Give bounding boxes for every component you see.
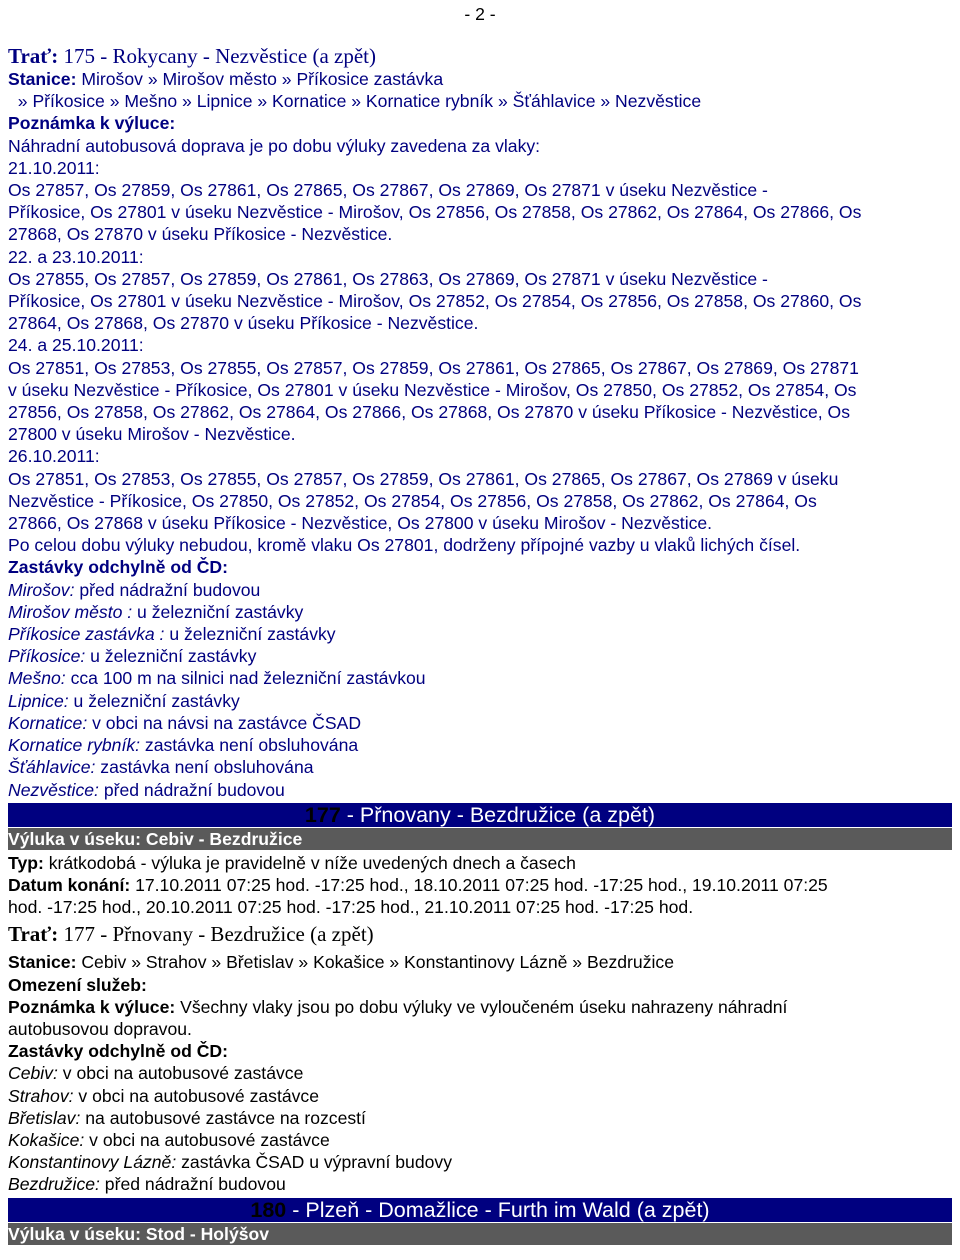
stop-175-6: Kornatice: v obci na návsi na zastávce ČSAD	[8, 712, 362, 733]
poznamka-177-l2: autobusovou dopravou.	[8, 1018, 192, 1039]
stop-177-4: Konstantinovy Lázně: zastávka ČSAD u výpravní budovy	[8, 1152, 452, 1173]
stop-175-1: Mirošov město : u železniční zastávky	[8, 601, 304, 622]
text-26-l2: Nezvěstice - Příkosice, Os 27850, Os 27852, Os 27854, Os 27856, Os 27858, Os 27862, Os 27864, Os	[8, 490, 817, 511]
text-24-25-l4: 27800 v úseku Mirošov - Nezvěstice.	[8, 424, 296, 445]
trat-175-heading	[8, 44, 952, 68]
stop-177-3: Kokašice: v obci na autobusové zastávce	[8, 1129, 330, 1150]
stanice-177: Stanice: Cebiv » Strahov » Břetislav » Kokašice » Konstantinovy Lázně » Bezdružice	[8, 952, 674, 973]
omezeni-177-label: Omezení služeb:	[8, 974, 147, 995]
text-21-10-l1: Os 27857, Os 27859, Os 27861, Os 27865, Os 27867, Os 27869, Os 27871 v úseku Nezvěstice -	[8, 180, 768, 201]
stop-175-9: Nezvěstice: před nádražní budovou	[8, 779, 285, 800]
poznamka-177-l1: Poznámka k výluce: Všechny vlaky jsou po dobu výluky ve vyloučeném úseku nahrazeny náhradní	[8, 996, 788, 1017]
stanice-175-cont: » Příkosice » Mešno » Lipnice » Kornatice » Kornatice rybník » Šťáhlavice » Nezvěstice	[8, 91, 702, 112]
date-22-23-10: 22. a 23.10.2011:	[8, 246, 144, 267]
poznamka-175-text: Náhradní autobusová doprava je po dobu výluky zavedena za vlaky:	[8, 135, 541, 156]
stanice-175: Stanice: Mirošov » Mirošov město » Příkosice zastávka	[8, 69, 444, 89]
text-26-l3: 27866, Os 27868 v úseku Příkosice - Nezvěstice, Os 27800 v úseku Mirošov - Nezvěstice.	[8, 513, 713, 534]
text-22-23-l1: Os 27855, Os 27857, Os 27859, Os 27861, Os 27863, Os 27869, Os 27871 v úseku Nezvěstice -	[8, 268, 768, 289]
zastavky-175-label: Zastávky odchylně od ČD:	[8, 557, 228, 578]
trat-value: 175 - Rokycany - Nezvěstice (a zpět)	[63, 44, 376, 68]
datum-177-l1: Datum konání: 17.10.2011 07:25 hod. -17:25 hod., 18.10.2011 07:25 hod. -17:25 hod., 19.10.2011 07:25	[8, 874, 828, 895]
text-21-10-l3: 27868, Os 27870 v úseku Příkosice - Nezvěstice.	[8, 224, 393, 245]
date-24-25-10: 24. a 25.10.2011:	[8, 335, 144, 356]
stop-177-1: Strahov: v obci na autobusové zastávce	[8, 1085, 320, 1106]
text-24-25-l1: Os 27851, Os 27853, Os 27855, Os 27857, Os 27859, Os 27861, Os 27865, Os 27867, Os 27869, Os 27871	[8, 357, 859, 378]
connection-note: Po celou dobu výluky nebudou, kromě vlaku Os 27801, dodrženy přípojné vazby u vlaků lichých čísel.	[8, 535, 801, 556]
text-24-25-l2: v úseku Nezvěstice - Příkosice, Os 27801 v úseku Nezvěstice - Mirošov, Os 27850, Os 27852, Os 27854, Os	[8, 379, 857, 400]
section-180-vyluka-bar: Výluka v úseku: Stod - Holýšov	[8, 1223, 952, 1245]
text-22-23-l2: Příkosice, Os 27801 v úseku Nezvěstice - Mirošov, Os 27852, Os 27854, Os 27856, Os 27858, Os 27860, Os	[8, 291, 862, 312]
section-180-title-bar: 180 - Plzeň - Domažlice - Furth im Wald (a zpět)	[8, 1198, 952, 1222]
stop-175-0: Mirošov: před nádražní budovou	[8, 579, 261, 600]
text-24-25-l3: 27856, Os 27858, Os 27862, Os 27864, Os 27866, Os 27868, Os 27870 v úseku Příkosice - Nezvěstice, Os	[8, 402, 851, 423]
datum-177-l2: hod. -17:25 hod., 20.10.2011 07:25 hod. -17:25 hod., 21.10.2011 07:25 hod. -17:25 hod.	[8, 897, 694, 918]
poznamka-175-label: Poznámka k výluce:	[8, 113, 176, 134]
date-26-10: 26.10.2011:	[8, 446, 100, 467]
text-26-l1: Os 27851, Os 27853, Os 27855, Os 27857, Os 27859, Os 27861, Os 27865, Os 27867, Os 27869 v úseku	[8, 468, 839, 489]
stop-175-7: Kornatice rybník: zastávka není obsluhována	[8, 735, 359, 756]
stop-177-5: Bezdružice: před nádražní budovou	[8, 1174, 286, 1195]
stop-175-2: Příkosice zastávka : u železniční zastávky	[8, 624, 336, 645]
stop-175-8: Šťáhlavice: zastávka není obsluhována	[8, 757, 314, 778]
section-177-title-bar: 177 - Přnovany - Bezdružice (a zpět)	[8, 803, 952, 827]
section-177-vyluka-bar: Výluka v úseku: Cebiv - Bezdružice	[8, 828, 952, 850]
document-page	[8, 0, 952, 1245]
date-21-10: 21.10.2011:	[8, 157, 100, 178]
zastavky-177-label: Zastávky odchylně od ČD:	[8, 1041, 228, 1062]
stop-177-2: Břetislav: na autobusové zastávce na rozcestí	[8, 1107, 366, 1128]
text-21-10-l2: Příkosice, Os 27801 v úseku Nezvěstice - Mirošov, Os 27856, Os 27858, Os 27862, Os 27864, Os 27866, Os	[8, 202, 862, 223]
stop-175-5: Lipnice: u železniční zastávky	[8, 690, 240, 711]
trat-label: Trať:	[8, 44, 59, 68]
text-22-23-l3: 27864, Os 27868, Os 27870 v úseku Příkosice - Nezvěstice.	[8, 313, 479, 334]
trat-177-heading: Trať: 177 - Přnovany - Bezdružice (a zpět)	[8, 922, 374, 947]
typ-177: Typ: krátkodobá - výluka je pravidelně v níže uvedených dnech a časech	[8, 852, 576, 873]
page-number: - 2 -	[464, 4, 496, 24]
stop-175-3: Příkosice: u železniční zastávky	[8, 646, 257, 667]
stop-177-0: Cebiv: v obci na autobusové zastávce	[8, 1063, 304, 1084]
stop-175-4: Mešno: cca 100 m na silnici nad železniční zastávkou	[8, 668, 426, 689]
